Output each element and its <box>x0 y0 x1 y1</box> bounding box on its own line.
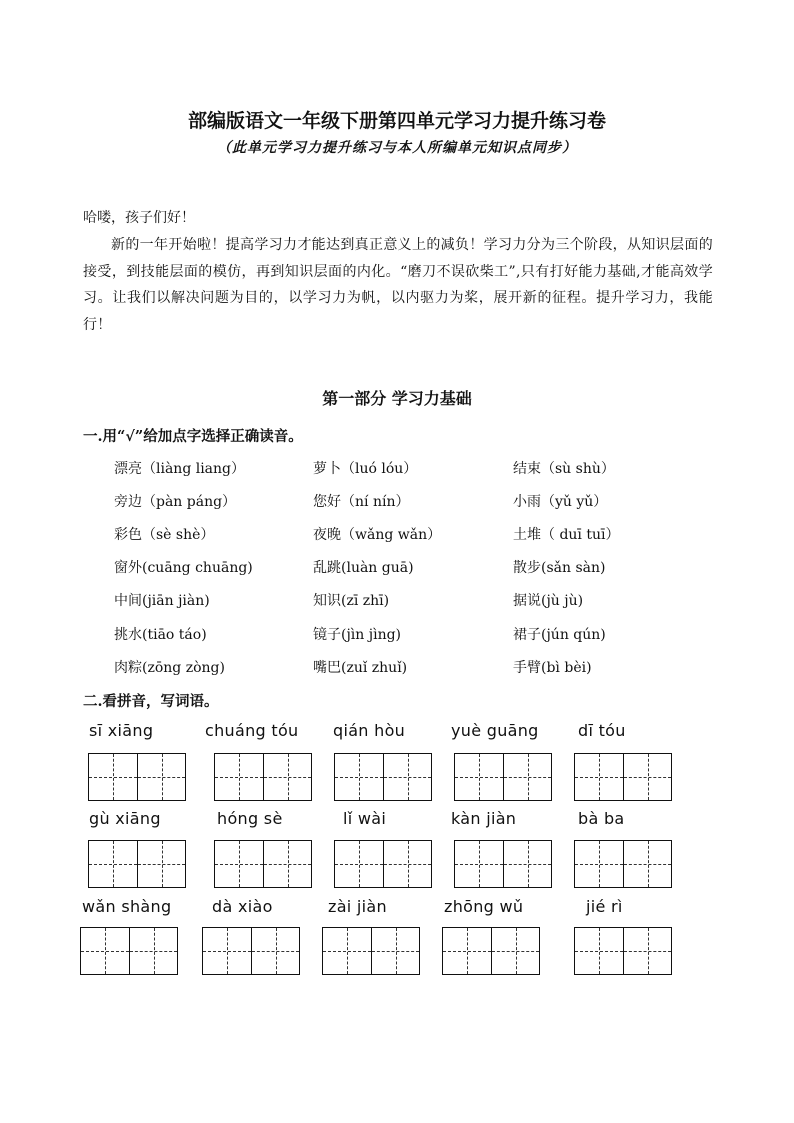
pinyin-label: chuáng tóu <box>205 721 299 740</box>
vocab-item: 您好（ní nín） <box>313 494 410 510</box>
writing-cell[interactable] <box>89 754 137 800</box>
writing-cell[interactable] <box>215 841 263 887</box>
vocab-item: 漂亮（liàng liang） <box>114 461 246 477</box>
writing-cell[interactable] <box>443 928 491 974</box>
pinyin-label: dī tóu <box>578 721 626 740</box>
pinyin-label: hóng sè <box>217 809 283 828</box>
writing-grid[interactable] <box>214 840 312 888</box>
greeting: 哈喽，孩子们好！ <box>83 210 195 226</box>
question-1-title: 一.用“√”给加点字选择正确读音。 <box>83 428 303 445</box>
writing-grid[interactable] <box>454 753 552 801</box>
vocab-item: 乱跳(luàn guā) <box>313 560 414 576</box>
writing-cell[interactable] <box>371 928 419 974</box>
writing-grid[interactable] <box>334 753 432 801</box>
writing-grid[interactable] <box>574 753 672 801</box>
writing-cell[interactable] <box>575 928 623 974</box>
pinyin-label: dà xiào <box>212 897 273 916</box>
writing-cell[interactable] <box>335 841 383 887</box>
vocab-item: 窗外(cuāng chuāng) <box>114 560 253 576</box>
writing-cell[interactable] <box>455 841 503 887</box>
writing-grid[interactable] <box>88 840 186 888</box>
writing-cell[interactable] <box>215 754 263 800</box>
pinyin-label: kàn jiàn <box>451 809 517 828</box>
writing-cell[interactable] <box>137 754 185 800</box>
part-title: 第一部分 学习力基础 <box>322 389 472 408</box>
vocab-item: 旁边（pàn páng） <box>114 494 237 510</box>
writing-grid[interactable] <box>574 927 672 975</box>
writing-cell[interactable] <box>503 754 551 800</box>
vocab-item: 结束（sù shù） <box>513 461 615 477</box>
writing-grid[interactable] <box>334 840 432 888</box>
pinyin-label: bà ba <box>578 809 625 828</box>
pinyin-label: wǎn shàng <box>82 897 172 916</box>
writing-cell[interactable] <box>335 754 383 800</box>
writing-cell[interactable] <box>129 928 177 974</box>
vocab-item: 小雨（yǔ yǔ） <box>513 494 608 510</box>
pinyin-label: zhōng wǔ <box>444 897 524 916</box>
document-title: 部编版语文一年级下册第四单元学习力提升练习卷 <box>187 110 606 132</box>
vocab-item: 据说(jù jù) <box>513 593 584 609</box>
writing-cell[interactable] <box>575 754 623 800</box>
writing-grid[interactable] <box>442 927 540 975</box>
vocab-item: 彩色（sè shè） <box>114 527 215 543</box>
pinyin-label: zài jiàn <box>328 897 387 916</box>
question-2-title: 二.看拼音，写词语。 <box>83 693 219 710</box>
writing-cell[interactable] <box>81 928 129 974</box>
vocab-item: 手臂(bì bèi) <box>513 660 592 676</box>
pinyin-label: jié rì <box>586 897 623 916</box>
writing-cell[interactable] <box>323 928 371 974</box>
intro-paragraph: 新的一年开始啦！提高学习力才能达到真正意义上的减负！学习力分为三个阶段，从知识层面的接受，到技能层面的模仿，再到知识层面的内化。“磨刀不误砍柴工”,只有打好能力基础,才能高效学习。让我们以解决问题为目的，以学习力为帆，以内驱力为桨，展开新的征程。提升学习力，我能行！ <box>83 237 713 333</box>
pinyin-label: yuè guāng <box>451 721 539 740</box>
writing-grid[interactable] <box>88 753 186 801</box>
vocab-item: 知识(zī zhī) <box>313 593 390 609</box>
vocab-item: 挑水(tiāo táo) <box>114 627 207 643</box>
writing-grid[interactable] <box>574 840 672 888</box>
vocab-item: 萝卜（luó lóu） <box>313 461 418 477</box>
vocab-item: 嘴巴(zuǐ zhuǐ) <box>313 660 408 676</box>
intro-text <box>83 232 713 338</box>
writing-cell[interactable] <box>623 841 671 887</box>
vocab-item: 夜晚（wǎng wǎn） <box>313 527 442 543</box>
pinyin-label: gù xiāng <box>89 809 161 828</box>
vocab-item: 土堆（ duī tuī） <box>513 527 620 543</box>
writing-cell[interactable] <box>137 841 185 887</box>
vocab-item: 裙子(jún qún) <box>513 627 606 643</box>
writing-grid[interactable] <box>202 927 300 975</box>
vocab-item: 肉粽(zōng zòng) <box>114 660 225 676</box>
writing-grid[interactable] <box>322 927 420 975</box>
writing-cell[interactable] <box>383 754 431 800</box>
writing-cell[interactable] <box>575 841 623 887</box>
writing-cell[interactable] <box>203 928 251 974</box>
writing-cell[interactable] <box>263 841 311 887</box>
writing-cell[interactable] <box>491 928 539 974</box>
writing-grid[interactable] <box>214 753 312 801</box>
vocab-item: 镜子(jìn jìng) <box>313 627 402 643</box>
writing-cell[interactable] <box>503 841 551 887</box>
pinyin-label: sī xiāng <box>89 721 154 740</box>
writing-grid[interactable] <box>454 840 552 888</box>
writing-grid[interactable] <box>80 927 178 975</box>
vocab-item: 散步(sǎn sàn) <box>513 560 606 576</box>
pinyin-label: qián hòu <box>333 721 406 740</box>
writing-cell[interactable] <box>263 754 311 800</box>
document-subtitle: （此单元学习力提升练习与本人所编单元知识点同步） <box>217 140 577 156</box>
pinyin-label: lǐ wài <box>343 809 387 828</box>
writing-cell[interactable] <box>383 841 431 887</box>
writing-cell[interactable] <box>455 754 503 800</box>
writing-cell[interactable] <box>251 928 299 974</box>
vocab-item: 中间(jiān jiàn) <box>114 593 210 609</box>
writing-cell[interactable] <box>623 928 671 974</box>
writing-cell[interactable] <box>89 841 137 887</box>
writing-cell[interactable] <box>623 754 671 800</box>
